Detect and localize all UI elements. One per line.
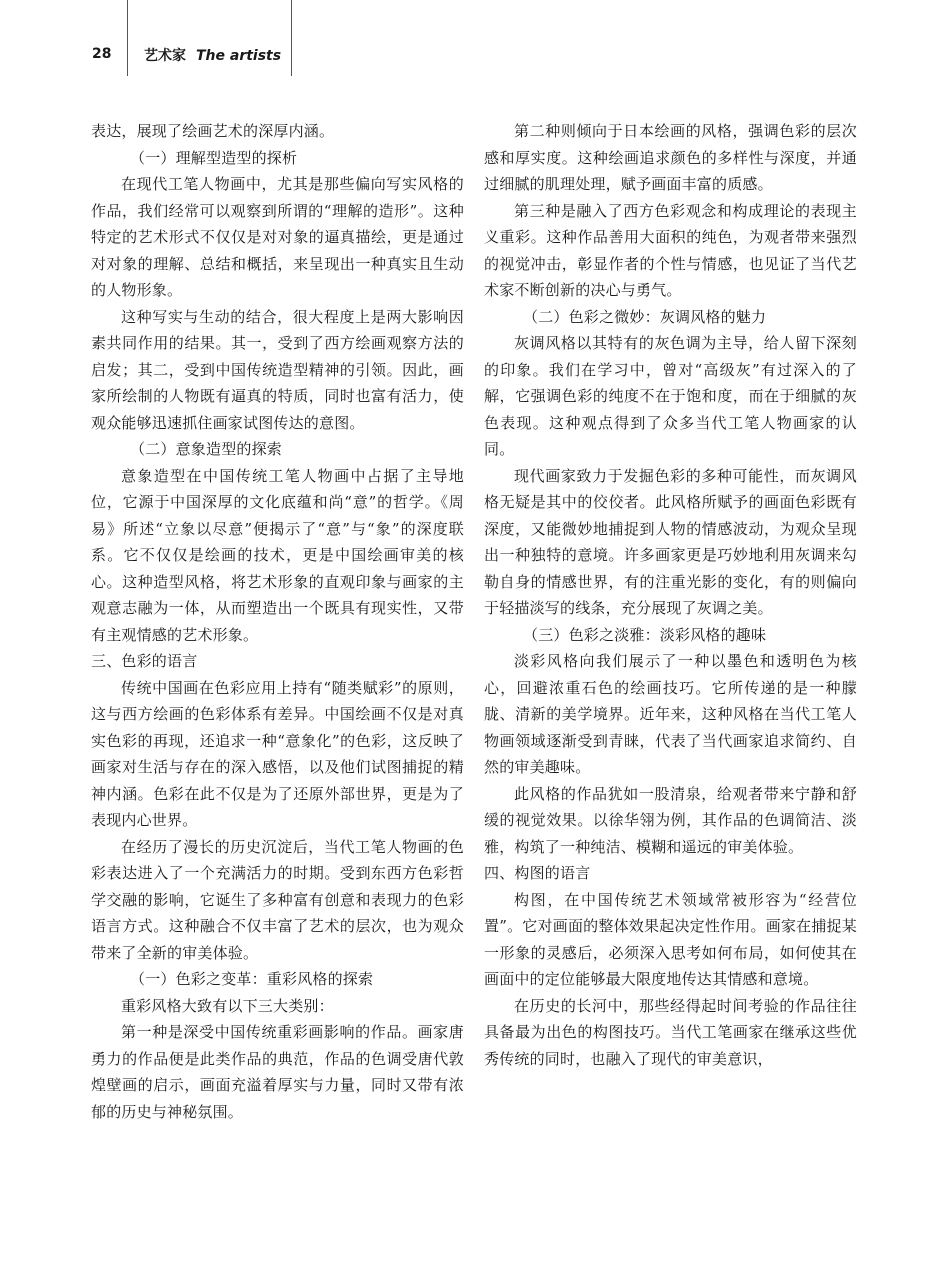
paragraph: 这种写实与生动的结合，很大程度上是两大影响因素共同作用的结果。其一，受到了西方绘画观察方法的启发；其二，受到中国传统造型精神的引领。因此，画家所绘制的人物既有逼真的特质，同时也富有活力，使观众能够迅速抓住画家试图传达的意图。 <box>91 307 464 432</box>
header-divider-left <box>127 0 128 76</box>
paragraph: 现代画家致力于发掘色彩的多种可能性，而灰调风格无疑是其中的佼佼者。此风格所赋予的画面色彩既有深度，又能微妙地捕捉到人物的情感波动，为观众呈现出一种独特的意境。许多画家更是巧妙地利用灰调来勾勒自身的情感世界，有的注重光影的变化，有的则偏向于轻描淡写的线条，充分展现了灰调之美。 <box>484 466 857 617</box>
subheading: （二）色彩之微妙：灰调风格的魅力 <box>523 307 767 326</box>
paragraph: 灰调风格以其特有的灰色调为主导，给人留下深刻的印象。我们在学习中，曾对“高级灰”有过深入的了解，它强调色彩的纯度不在于饱和度，而在于细腻的灰色表现。这种观点得到了众多当代工笔人物画家的认同。 <box>484 334 857 458</box>
section-heading: 四、构图的语言 <box>484 864 591 882</box>
paragraph: 表达，展现了绘画艺术的深厚内涵。 <box>91 122 335 140</box>
left-column <box>91 118 464 1125</box>
paragraph: 此风格的作品犹如一股清泉，给观者带来宁静和舒缓的视觉效果。以徐华翎为例，其作品的色调简洁、淡雅，构筑了一种纯洁、模糊和遥远的审美体验。 <box>484 784 857 856</box>
paragraph: 淡彩风格向我们展示了一种以墨色和透明色为核心，回避浓重石色的绘画技巧。它所传递的是一种朦胧、清新的美学境界。近年来，这种风格在当代工笔人物画领域逐渐受到青睐，代表了当代画家追求简约、自然的审美趣味。 <box>484 652 857 776</box>
subheading: （二）意象造型的探索 <box>130 440 283 458</box>
paragraph: 第三种是融入了西方色彩观念和构成理论的表现主义重彩。这种作品善用大面积的纯色，为观者带来强烈的视觉冲击，彰显作者的个性与情感，也见证了当代艺术家不断创新的决心与勇气。 <box>484 201 857 299</box>
paragraph: 意象造型在中国传统工笔人物画中占据了主导地位，它源于中国深厚的文化底蕴和尚“意”的哲学。《周易》所述“立象以尽意”便揭示了“意”与“象”的深度联系。它不仅仅是绘画的技术，更是中国绘画审美的核心。这种造型风格，将艺术形象的直观印象与画家的主观意志融为一体，从而塑造出一个既具有现实性，又带有主观情感的艺术形象。 <box>91 466 464 644</box>
paragraph: 第二种则倾向于日本绘画的风格，强调色彩的层次感和厚实度。这种绘画追求颜色的多样性与深度，并通过细腻的肌理处理，赋予画面丰富的质感。 <box>484 122 857 193</box>
magazine-title-cn: 艺术家 <box>144 48 186 64</box>
magazine-title-en: The artists <box>196 48 282 64</box>
header-divider-right <box>291 0 292 76</box>
section-heading: 三、色彩的语言 <box>91 652 198 670</box>
right-column <box>484 118 857 1072</box>
page-number: 28 <box>92 46 112 62</box>
subheading: （一）色彩之变革：重彩风格的探索 <box>130 970 374 988</box>
paragraph: 在历史的长河中，那些经得起时间考验的作品往往具备最为出色的构图技巧。当代工笔画家在继承这些优秀传统的同时，也融入了现代的审美意识， <box>484 996 857 1068</box>
paragraph: 在经历了漫长的历史沉淀后，当代工笔人物画的色彩表达进入了一个充满活力的时期。受到东西方色彩哲学交融的影响，它诞生了多种富有创意和表现力的色彩语言方式。这种融合不仅丰富了艺术的层次，也为观众带来了全新的审美体验。 <box>91 837 464 962</box>
paragraph: 构图，在中国传统艺术领域常被形容为“经营位置”。它对画面的整体效果起决定性作用。画家在捕捉某一形象的灵感后，必须深入思考如何布局，如何使其在画面中的定位能够最大限度地传达其情感和意境。 <box>484 890 857 988</box>
page-header <box>0 0 950 80</box>
paragraph: 第一种是深受中国传统重彩画影响的作品。画家唐勇力的作品便是此类作品的典范，作品的色调受唐代敦煌壁画的启示，画面充溢着厚实与力量，同时又带有浓郁的历史与神秘氛围。 <box>91 1023 464 1121</box>
subheading: （一）理解型造型的探析 <box>130 148 298 167</box>
paragraph: 传统中国画在色彩应用上持有“随类赋彩”的原则，这与西方绘画的色彩体系有差异。中国绘画不仅是对真实色彩的再现，还追求一种“意象化”的色彩，这反映了画家对生活与存在的深入感悟，以及他们试图捕捉的精神内涵。色彩在此不仅是为了还原外部世界，更是为了表现内心世界。 <box>91 678 464 829</box>
magazine-title <box>144 45 281 65</box>
paragraph: 重彩风格大致有以下三大类别： <box>121 996 334 1015</box>
paragraph: 在现代工笔人物画中，尤其是那些偏向写实风格的作品，我们经常可以观察到所谓的“理解的造形”。这种特定的艺术形式不仅仅是对对象的逼真描绘，更是通过对对象的理解、总结和概括，来呈现出一种真实且生动的人物形象。 <box>91 175 464 299</box>
subheading: （三）色彩之淡雅：淡彩风格的趣味 <box>523 625 767 644</box>
